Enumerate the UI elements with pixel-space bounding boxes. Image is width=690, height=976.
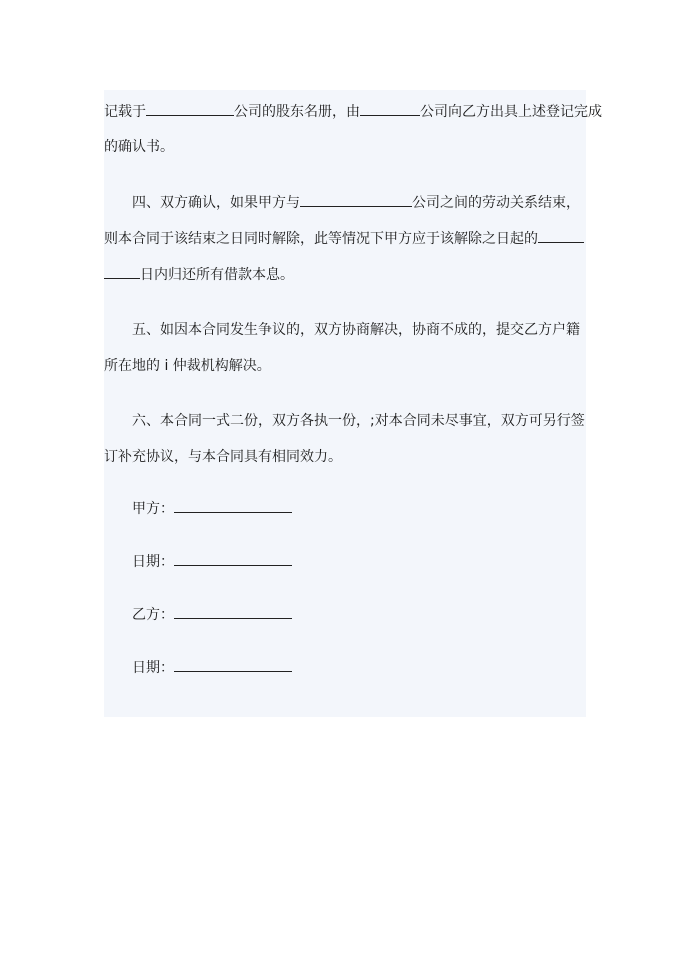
date-b-field[interactable] bbox=[174, 657, 292, 672]
signature-date-a bbox=[132, 551, 292, 572]
party-a-label: 甲方： bbox=[132, 501, 174, 517]
clause-6-line-2: 订补充协议，与本合同具有相同效力。 bbox=[104, 449, 342, 465]
clause-4-line-1 bbox=[132, 192, 580, 213]
clause-3-line-2: 的确认书。 bbox=[104, 139, 174, 155]
blank-field[interactable] bbox=[538, 228, 584, 243]
signature-party-a bbox=[132, 498, 292, 519]
clause-3-line-1 bbox=[104, 101, 602, 122]
blank-field[interactable] bbox=[360, 101, 420, 116]
blank-field[interactable] bbox=[300, 192, 412, 207]
signature-party-b bbox=[132, 604, 292, 625]
blank-field[interactable] bbox=[146, 101, 234, 116]
text: 记载于 bbox=[104, 104, 146, 120]
text: 公司的股东名册，由 bbox=[234, 104, 360, 120]
blank-field[interactable] bbox=[104, 264, 140, 279]
text: 则本合同于该结束之日同时解除，此等情况下甲方应于该解除之日起的 bbox=[104, 231, 538, 247]
clause-5-line-2: 所在地的 i 仲裁机构解决。 bbox=[104, 358, 271, 374]
date-a-field[interactable] bbox=[174, 551, 292, 566]
signature-date-b bbox=[132, 657, 292, 678]
clause-6-line-1: 六、本合同一式二份，双方各执一份，;对本合同未尽事宜，双方可另行签 bbox=[132, 413, 585, 429]
clause-4-line-2 bbox=[104, 228, 584, 249]
text: 公司之间的劳动关系结束， bbox=[412, 195, 580, 211]
clause-5-line-1: 五、如因本合同发生争议的，双方协商解决，协商不成的，提交乙方户籍 bbox=[132, 322, 580, 338]
text: 日内归还所有借款本息。 bbox=[140, 267, 294, 283]
party-b-label: 乙方： bbox=[132, 607, 174, 623]
text: 四、双方确认，如果甲方与 bbox=[132, 195, 300, 211]
text: 公司向乙方出具上述登记完成 bbox=[420, 104, 602, 120]
party-b-signature-field[interactable] bbox=[174, 604, 292, 619]
clause-4-line-3 bbox=[104, 264, 294, 285]
party-a-signature-field[interactable] bbox=[174, 498, 292, 513]
date-b-label: 日期： bbox=[132, 660, 174, 676]
date-a-label: 日期： bbox=[132, 554, 174, 570]
